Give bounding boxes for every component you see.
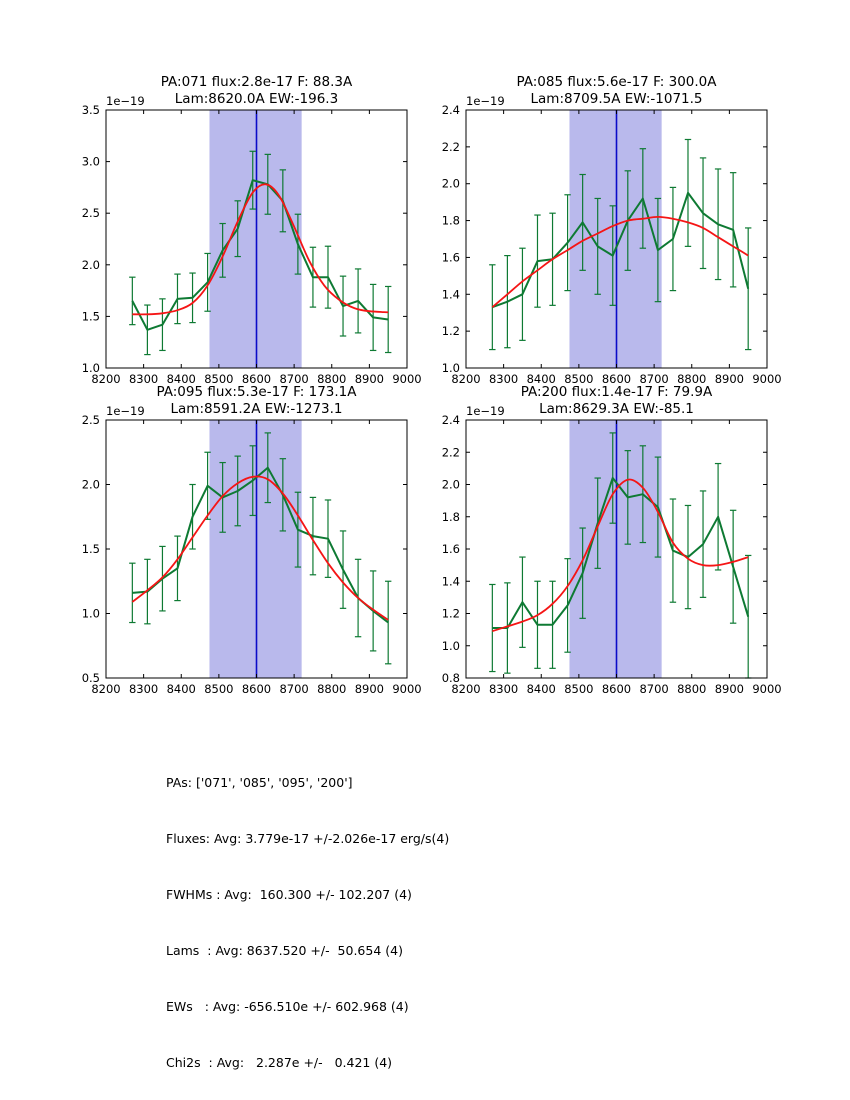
y-axis-offset-label: 1e−19 [466, 94, 505, 108]
x-tick-label: 8400 [166, 682, 196, 696]
x-tick-label: 8600 [241, 372, 272, 386]
y-tick-label: 2.0 [441, 477, 460, 492]
y-tick-label: 1.2 [441, 606, 460, 621]
x-tick-label: 8600 [601, 682, 632, 696]
y-tick-label: 1.0 [441, 361, 460, 375]
x-tick-label: 8200 [451, 372, 481, 386]
x-tick-label: 8500 [204, 372, 234, 386]
fit-window-band [209, 420, 301, 678]
x-tick-label: 8800 [317, 372, 347, 386]
y-axis-offset-label: 1e−19 [106, 404, 145, 418]
x-tick-label: 8400 [526, 682, 556, 696]
x-tick-label: 8500 [204, 682, 234, 696]
x-tick-label: 8900 [354, 372, 385, 386]
plot-canvas-pa071 [46, 64, 426, 384]
plot-subtitle: Lam:8629.3A EW:-85.1 [539, 401, 694, 417]
summary-line-ews: EWs : Avg: -656.510e +/- 602.968 (4) [166, 999, 409, 1014]
x-tick-label: 8700 [639, 372, 669, 386]
x-tick-label: 9000 [752, 372, 782, 386]
plot-title: PA:200 flux:1.4e-17 F: 79.9A [520, 384, 713, 400]
summary-line-fluxes: Fluxes: Avg: 3.779e-17 +/-2.026e-17 erg/s(4) [166, 831, 450, 846]
x-tick-label: 8900 [714, 682, 745, 696]
x-tick-label: 8800 [317, 682, 347, 696]
x-tick-label: 8800 [677, 682, 707, 696]
y-tick-label: 2.2 [441, 139, 460, 154]
chart-layer [82, 413, 422, 696]
subplot-pa085 [406, 64, 786, 384]
plot-title: PA:085 flux:5.6e-17 F: 300.0A [516, 74, 717, 90]
y-tick-label: 1.6 [441, 542, 460, 556]
x-tick-label: 8500 [564, 372, 594, 386]
summary-line-pas: PAs: ['071', '085', '095', '200'] [166, 775, 353, 790]
y-tick-label: 2.5 [81, 413, 100, 427]
subplot-pa071 [46, 64, 426, 384]
x-tick-label: 8300 [128, 372, 159, 386]
plot-canvas-pa085 [406, 64, 786, 384]
y-tick-label: 3.0 [81, 154, 100, 169]
summary-line-fwhms: FWHMs : Avg: 160.300 +/- 102.207 (4) [166, 887, 412, 902]
chart-layer [442, 413, 782, 696]
y-tick-label: 2.5 [81, 206, 100, 221]
x-tick-label: 9000 [752, 682, 782, 696]
y-tick-label: 1.0 [81, 361, 100, 375]
x-tick-label: 9000 [392, 682, 422, 696]
x-tick-label: 8200 [91, 372, 121, 386]
summary-block [166, 740, 449, 1100]
y-tick-label: 2.4 [441, 103, 460, 117]
y-tick-label: 1.2 [441, 324, 460, 339]
x-tick-label: 8800 [677, 372, 707, 386]
y-tick-label: 0.5 [81, 671, 100, 685]
x-tick-label: 8600 [241, 682, 272, 696]
y-tick-label: 3.5 [81, 103, 100, 117]
x-tick-label: 8700 [279, 372, 309, 386]
x-tick-label: 8600 [601, 372, 632, 386]
chart-layer [82, 103, 422, 386]
y-axis-offset-label: 1e−19 [106, 94, 145, 108]
x-tick-label: 8300 [128, 682, 159, 696]
y-tick-label: 2.0 [441, 176, 460, 191]
y-tick-label: 2.0 [81, 257, 100, 272]
fit-window-band [569, 420, 661, 678]
plot-subtitle: Lam:8709.5A EW:-1071.5 [530, 91, 703, 107]
x-tick-label: 8700 [639, 682, 669, 696]
x-tick-label: 8900 [354, 682, 385, 696]
plot-canvas-pa095 [46, 374, 426, 694]
x-tick-label: 8700 [279, 682, 309, 696]
x-tick-label: 8300 [488, 682, 519, 696]
y-tick-label: 2.4 [441, 413, 460, 427]
y-tick-label: 1.4 [441, 574, 460, 589]
y-tick-label: 1.6 [441, 250, 460, 265]
y-tick-label: 2.0 [81, 477, 100, 492]
summary-line-chi2s: Chi2s : Avg: 2.287e +/- 0.421 (4) [166, 1055, 393, 1070]
plot-title: PA:071 flux:2.8e-17 F: 88.3A [160, 74, 353, 90]
y-tick-label: 1.5 [81, 542, 100, 556]
fit-window-band [569, 110, 661, 368]
x-tick-label: 8300 [488, 372, 519, 386]
chart-layer [442, 103, 782, 386]
x-tick-label: 8900 [714, 372, 745, 386]
x-tick-label: 8200 [451, 682, 481, 696]
y-tick-label: 1.5 [81, 309, 100, 324]
subplot-pa200 [406, 374, 786, 694]
y-axis-offset-label: 1e−19 [466, 404, 505, 418]
x-tick-label: 8400 [526, 372, 556, 386]
y-tick-label: 1.4 [441, 287, 460, 302]
plot-subtitle: Lam:8591.2A EW:-1273.1 [170, 401, 343, 417]
x-tick-label: 8500 [564, 682, 594, 696]
plot-canvas-pa200 [406, 374, 786, 694]
x-tick-label: 8200 [91, 682, 121, 696]
y-tick-label: 0.8 [441, 671, 460, 685]
y-tick-label: 1.0 [441, 638, 460, 653]
x-tick-label: 8400 [166, 372, 196, 386]
summary-line-lams: Lams : Avg: 8637.520 +/- 50.654 (4) [166, 943, 403, 958]
subplot-pa095 [46, 374, 426, 694]
y-tick-label: 1.0 [81, 606, 100, 621]
y-tick-label: 1.8 [441, 213, 460, 228]
plot-title: PA:095 flux:5.3e-17 F: 173.1A [156, 384, 357, 400]
fit-window-band [209, 110, 301, 368]
y-tick-label: 1.8 [441, 509, 460, 524]
x-tick-label: 9000 [392, 372, 422, 386]
plot-subtitle: Lam:8620.0A EW:-196.3 [174, 91, 339, 107]
y-tick-label: 2.2 [441, 445, 460, 460]
